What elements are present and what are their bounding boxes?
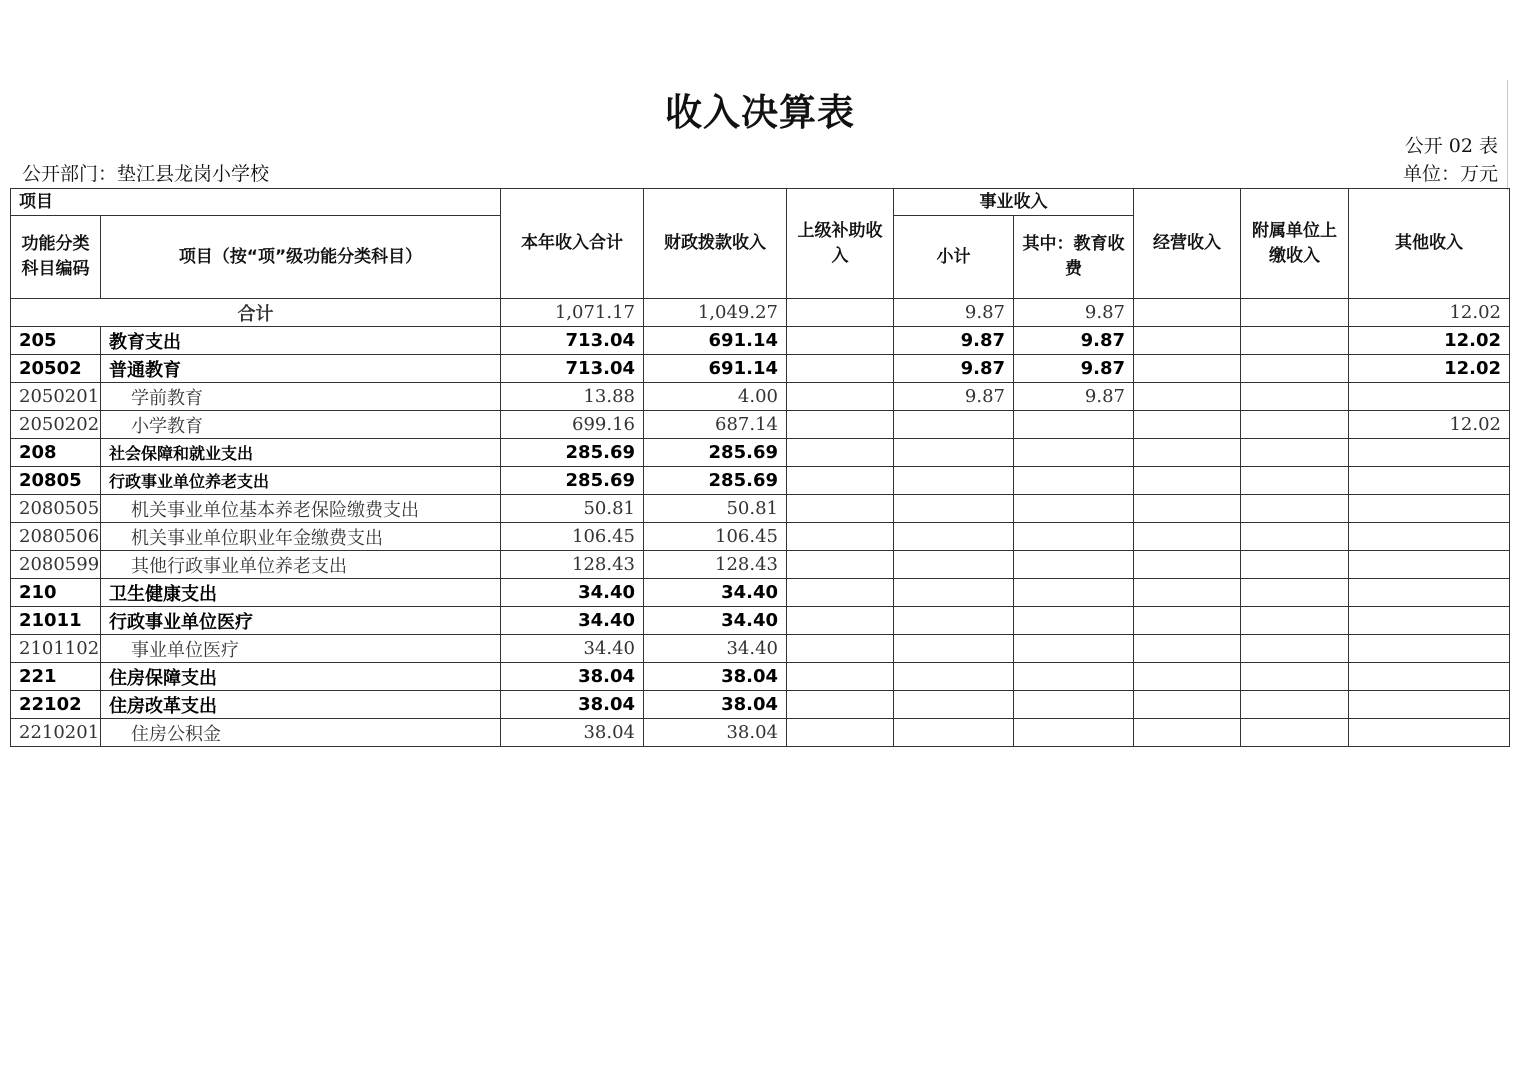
superior-cell	[787, 719, 894, 747]
other-cell	[1349, 551, 1510, 579]
superior-cell	[787, 663, 894, 691]
career-fee-cell	[1014, 551, 1134, 579]
name-cell: 其他行政事业单位养老支出	[101, 551, 501, 579]
total-cell-superior	[787, 299, 894, 327]
affiliated-cell	[1241, 495, 1349, 523]
other-cell	[1349, 467, 1510, 495]
superior-cell	[787, 523, 894, 551]
operating-cell	[1134, 495, 1241, 523]
header-func-code: 功能分类科目编码	[11, 216, 101, 299]
header-superior-subsidy: 上级补助收入	[787, 189, 894, 299]
header-total-income: 本年收入合计	[501, 189, 644, 299]
department-label: 公开部门：垫江县龙岗小学校	[22, 163, 270, 185]
name-cell: 小学教育	[101, 411, 501, 439]
total-cell: 13.88	[501, 383, 644, 411]
fiscal-cell: 34.40	[644, 635, 787, 663]
total-cell: 34.40	[501, 635, 644, 663]
career-subtotal-cell	[894, 439, 1014, 467]
table-row	[11, 691, 1510, 719]
table-row	[11, 355, 1510, 383]
operating-cell	[1134, 383, 1241, 411]
fiscal-cell: 687.14	[644, 411, 787, 439]
table-row	[11, 719, 1510, 747]
fiscal-cell: 128.43	[644, 551, 787, 579]
operating-cell	[1134, 691, 1241, 719]
name-cell: 住房公积金	[101, 719, 501, 747]
operating-cell	[1134, 719, 1241, 747]
total-cell: 38.04	[501, 691, 644, 719]
affiliated-cell	[1241, 355, 1349, 383]
header-career-edu-fee: 其中：教育收费	[1014, 216, 1134, 299]
superior-cell	[787, 635, 894, 663]
total-cell: 713.04	[501, 327, 644, 355]
table-row	[11, 411, 1510, 439]
superior-cell	[787, 327, 894, 355]
header-fiscal: 财政拨款收入	[644, 189, 787, 299]
name-cell: 住房改革支出	[101, 691, 501, 719]
career-subtotal-cell	[894, 551, 1014, 579]
total-cell: 699.16	[501, 411, 644, 439]
name-cell: 卫生健康支出	[101, 579, 501, 607]
fiscal-cell: 34.40	[644, 607, 787, 635]
table-row	[11, 467, 1510, 495]
table-row	[11, 551, 1510, 579]
affiliated-cell	[1241, 663, 1349, 691]
career-fee-cell	[1014, 691, 1134, 719]
career-subtotal-cell	[894, 663, 1014, 691]
affiliated-cell	[1241, 691, 1349, 719]
fiscal-cell: 285.69	[644, 439, 787, 467]
affiliated-cell	[1241, 607, 1349, 635]
career-fee-cell	[1014, 411, 1134, 439]
career-subtotal-cell	[894, 411, 1014, 439]
name-cell: 住房保障支出	[101, 663, 501, 691]
code-cell: 2050201	[11, 383, 101, 411]
total-cell-affiliated	[1241, 299, 1349, 327]
name-cell: 教育支出	[101, 327, 501, 355]
code-cell: 2080505	[11, 495, 101, 523]
total-cell-fiscal: 1,049.27	[644, 299, 787, 327]
operating-cell	[1134, 467, 1241, 495]
career-subtotal-cell	[894, 719, 1014, 747]
operating-cell	[1134, 355, 1241, 383]
career-fee-cell: 9.87	[1014, 383, 1134, 411]
career-subtotal-cell: 9.87	[894, 327, 1014, 355]
career-subtotal-cell	[894, 523, 1014, 551]
career-fee-cell	[1014, 467, 1134, 495]
total-cell: 106.45	[501, 523, 644, 551]
total-row	[11, 299, 1510, 327]
operating-cell	[1134, 663, 1241, 691]
other-cell	[1349, 719, 1510, 747]
operating-cell	[1134, 607, 1241, 635]
form-number: 公开 02 表	[1404, 135, 1498, 157]
total-cell: 38.04	[501, 719, 644, 747]
other-cell	[1349, 439, 1510, 467]
career-fee-cell: 9.87	[1014, 355, 1134, 383]
table-row	[11, 607, 1510, 635]
superior-cell	[787, 383, 894, 411]
page-title: 收入决算表	[665, 91, 855, 134]
career-fee-cell	[1014, 663, 1134, 691]
total-cell: 128.43	[501, 551, 644, 579]
other-cell: 12.02	[1349, 327, 1510, 355]
header-career-group: 事业收入	[894, 189, 1134, 216]
table-row	[11, 383, 1510, 411]
career-fee-cell: 9.87	[1014, 327, 1134, 355]
superior-cell	[787, 495, 894, 523]
total-cell: 713.04	[501, 355, 644, 383]
fiscal-cell: 50.81	[644, 495, 787, 523]
affiliated-cell	[1241, 719, 1349, 747]
affiliated-cell	[1241, 467, 1349, 495]
fiscal-cell: 4.00	[644, 383, 787, 411]
code-cell: 2080599	[11, 551, 101, 579]
other-cell	[1349, 383, 1510, 411]
total-cell: 285.69	[501, 467, 644, 495]
total-cell: 34.40	[501, 607, 644, 635]
other-cell: 12.02	[1349, 411, 1510, 439]
table-row	[11, 635, 1510, 663]
operating-cell	[1134, 635, 1241, 663]
career-fee-cell	[1014, 579, 1134, 607]
fiscal-cell: 691.14	[644, 327, 787, 355]
income-table	[10, 188, 1510, 747]
operating-cell	[1134, 579, 1241, 607]
superior-cell	[787, 355, 894, 383]
superior-cell	[787, 467, 894, 495]
code-cell: 22102	[11, 691, 101, 719]
other-cell	[1349, 523, 1510, 551]
code-cell: 221	[11, 663, 101, 691]
other-cell	[1349, 635, 1510, 663]
fiscal-cell: 38.04	[644, 719, 787, 747]
career-fee-cell	[1014, 719, 1134, 747]
affiliated-cell	[1241, 551, 1349, 579]
career-subtotal-cell	[894, 579, 1014, 607]
table-row	[11, 523, 1510, 551]
name-cell: 事业单位医疗	[101, 635, 501, 663]
career-subtotal-cell: 9.87	[894, 383, 1014, 411]
operating-cell	[1134, 551, 1241, 579]
name-cell: 社会保障和就业支出	[101, 439, 501, 467]
other-cell: 12.02	[1349, 355, 1510, 383]
other-cell	[1349, 607, 1510, 635]
career-fee-cell	[1014, 495, 1134, 523]
superior-cell	[787, 691, 894, 719]
career-subtotal-cell	[894, 467, 1014, 495]
code-cell: 2050202	[11, 411, 101, 439]
operating-cell	[1134, 439, 1241, 467]
career-fee-cell	[1014, 635, 1134, 663]
superior-cell	[787, 607, 894, 635]
header-item-name: 项目（按“项”级功能分类科目）	[101, 216, 501, 299]
fiscal-cell: 285.69	[644, 467, 787, 495]
header-career-subtotal: 小计	[894, 216, 1014, 299]
total-cell-other: 12.02	[1349, 299, 1510, 327]
superior-cell	[787, 439, 894, 467]
total-cell-total: 1,071.17	[501, 299, 644, 327]
superior-cell	[787, 579, 894, 607]
total-cell-career-fee: 9.87	[1014, 299, 1134, 327]
fiscal-cell: 38.04	[644, 663, 787, 691]
table-row	[11, 663, 1510, 691]
header-operating: 经营收入	[1134, 189, 1241, 299]
affiliated-cell	[1241, 411, 1349, 439]
name-cell: 机关事业单位职业年金缴费支出	[101, 523, 501, 551]
operating-cell	[1134, 523, 1241, 551]
name-cell: 学前教育	[101, 383, 501, 411]
other-cell	[1349, 691, 1510, 719]
affiliated-cell	[1241, 327, 1349, 355]
header-other: 其他收入	[1349, 189, 1510, 299]
code-cell: 2210201	[11, 719, 101, 747]
total-cell: 285.69	[501, 439, 644, 467]
affiliated-cell	[1241, 523, 1349, 551]
fiscal-cell: 106.45	[644, 523, 787, 551]
other-cell	[1349, 495, 1510, 523]
total-label: 合计	[11, 299, 501, 327]
career-subtotal-cell: 9.87	[894, 355, 1014, 383]
code-cell: 210	[11, 579, 101, 607]
total-cell-operating	[1134, 299, 1241, 327]
career-fee-cell	[1014, 523, 1134, 551]
name-cell: 行政事业单位养老支出	[101, 467, 501, 495]
code-cell: 2080506	[11, 523, 101, 551]
affiliated-cell	[1241, 383, 1349, 411]
affiliated-cell	[1241, 439, 1349, 467]
unit-label: 单位：万元	[1402, 163, 1498, 185]
career-subtotal-cell	[894, 691, 1014, 719]
code-cell: 2101102	[11, 635, 101, 663]
other-cell	[1349, 663, 1510, 691]
name-cell: 机关事业单位基本养老保险缴费支出	[101, 495, 501, 523]
total-cell: 50.81	[501, 495, 644, 523]
header-affiliated: 附属单位上缴收入	[1241, 189, 1349, 299]
other-cell	[1349, 579, 1510, 607]
code-cell: 205	[11, 327, 101, 355]
fiscal-cell: 38.04	[644, 691, 787, 719]
career-subtotal-cell	[894, 495, 1014, 523]
table-row	[11, 579, 1510, 607]
career-subtotal-cell	[894, 607, 1014, 635]
fiscal-cell: 691.14	[644, 355, 787, 383]
total-cell-career-subtotal: 9.87	[894, 299, 1014, 327]
operating-cell	[1134, 327, 1241, 355]
code-cell: 20502	[11, 355, 101, 383]
fiscal-cell: 34.40	[644, 579, 787, 607]
superior-cell	[787, 551, 894, 579]
affiliated-cell	[1241, 579, 1349, 607]
total-cell: 34.40	[501, 579, 644, 607]
header-row-1	[11, 189, 1510, 216]
affiliated-cell	[1241, 635, 1349, 663]
header-project: 项目	[11, 189, 501, 216]
table-row	[11, 439, 1510, 467]
career-subtotal-cell	[894, 635, 1014, 663]
total-cell: 38.04	[501, 663, 644, 691]
table-row	[11, 327, 1510, 355]
operating-cell	[1134, 411, 1241, 439]
code-cell: 20805	[11, 467, 101, 495]
career-fee-cell	[1014, 607, 1134, 635]
code-cell: 208	[11, 439, 101, 467]
superior-cell	[787, 411, 894, 439]
code-cell: 21011	[11, 607, 101, 635]
name-cell: 普通教育	[101, 355, 501, 383]
table-row	[11, 495, 1510, 523]
name-cell: 行政事业单位医疗	[101, 607, 501, 635]
career-fee-cell	[1014, 439, 1134, 467]
